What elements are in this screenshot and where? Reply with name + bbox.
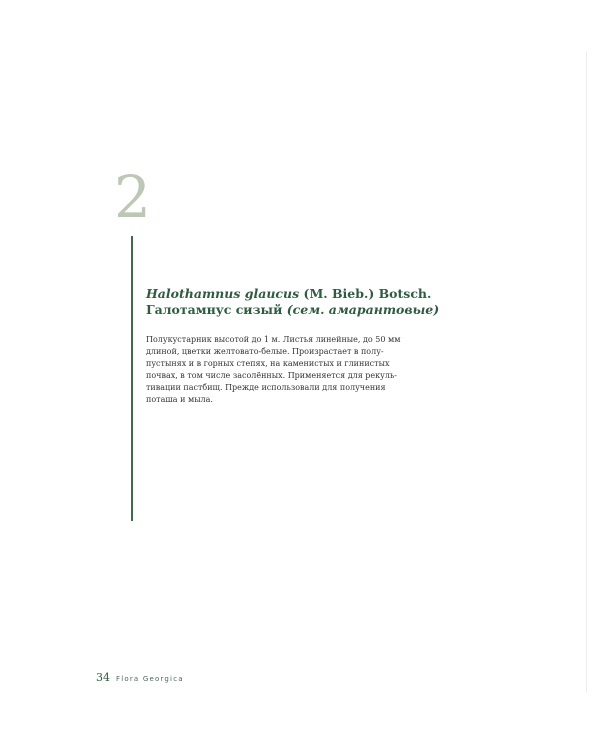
page-number: 34 bbox=[96, 671, 110, 684]
description-line: тивации пастбищ. Прежде использовали для получения bbox=[146, 383, 386, 392]
latin-name: Halothamnus glaucus bbox=[146, 286, 300, 301]
page-edge-divider bbox=[586, 52, 587, 692]
page-footer bbox=[96, 666, 184, 685]
description-line: Полукустарник высотой до 1 м. Листья линейные, до 50 мм bbox=[146, 335, 401, 344]
description-line: пустынях и в горных степях, на каменистых и глинистых bbox=[146, 359, 390, 368]
description-line: почвах, в том числе засолённых. Применяется для рекуль- bbox=[146, 371, 397, 380]
author-citation: (M. Bieb.) Botsch. bbox=[299, 286, 432, 301]
entry-title bbox=[146, 286, 446, 318]
title-russian-line bbox=[146, 302, 446, 318]
vertical-accent-rule bbox=[131, 236, 133, 521]
entry-number: 2 bbox=[114, 163, 151, 231]
family-name: (сем. амарантовые) bbox=[286, 302, 440, 317]
russian-name: Галотамнус сизый bbox=[146, 302, 287, 317]
entry-description bbox=[146, 334, 401, 406]
description-line: поташа и мыла. bbox=[146, 395, 213, 404]
title-latin-line bbox=[146, 286, 446, 302]
running-title: Flora Georgica bbox=[116, 675, 184, 683]
description-line: длиной, цветки желтовато-белые. Произрастает в полу- bbox=[146, 347, 384, 356]
